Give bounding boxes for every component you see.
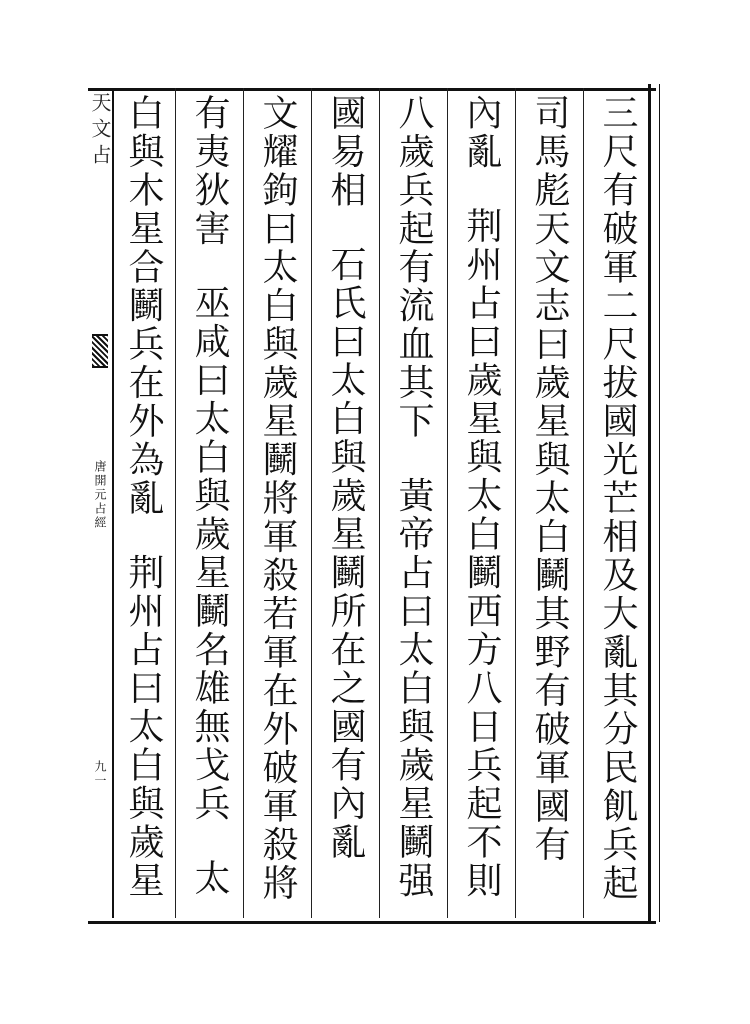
column-segment: 石氏曰太白與歲星鬭所在之國有內亂 xyxy=(325,245,366,862)
text-column-2 xyxy=(516,94,582,916)
margin-book-title: 唐開元占經 xyxy=(93,460,107,530)
column-segment: 三尺有破軍二尺拔國光芒相及大亂其分民飢兵起 xyxy=(597,94,638,903)
column-segment: 黃帝占曰太白與歲星鬭强 xyxy=(393,476,434,900)
fishtail-mark xyxy=(92,334,108,368)
column-segment: 巫咸曰太白與歲星鬭名雄無戈兵 xyxy=(189,284,230,823)
column-segment: 司馬彪天文志曰歲星與太白鬭其野有破軍國有 xyxy=(529,94,570,864)
column-segment: 文耀鉤曰太白與歲星鬭將軍殺若軍在外破軍殺將 xyxy=(257,94,298,903)
margin-top-fragment: 天文占 xyxy=(88,92,112,170)
text-column-5 xyxy=(312,94,378,916)
text-column-8 xyxy=(112,94,176,916)
column-segment: 太 xyxy=(189,859,230,898)
column-segment: 國易相 xyxy=(325,94,366,210)
column-segment: 有夷狄害 xyxy=(189,94,230,248)
text-column-4 xyxy=(380,94,446,916)
column-segment: 八歲兵起有流血其下 xyxy=(393,94,434,441)
text-column-7 xyxy=(176,94,242,916)
text-column-1 xyxy=(584,94,650,916)
column-segment: 荆州占曰歲星與太白鬭西方八日兵起不則 xyxy=(461,207,502,900)
column-segment: 內亂 xyxy=(461,94,502,171)
column-segment: 白與木星合鬭兵在外為亂 xyxy=(123,94,164,518)
column-segment: 荆州占曰太白與歲星 xyxy=(123,553,164,900)
text-column-6 xyxy=(244,94,310,916)
margin-folio-number: 九一 xyxy=(93,760,107,788)
text-column-3 xyxy=(448,94,514,916)
